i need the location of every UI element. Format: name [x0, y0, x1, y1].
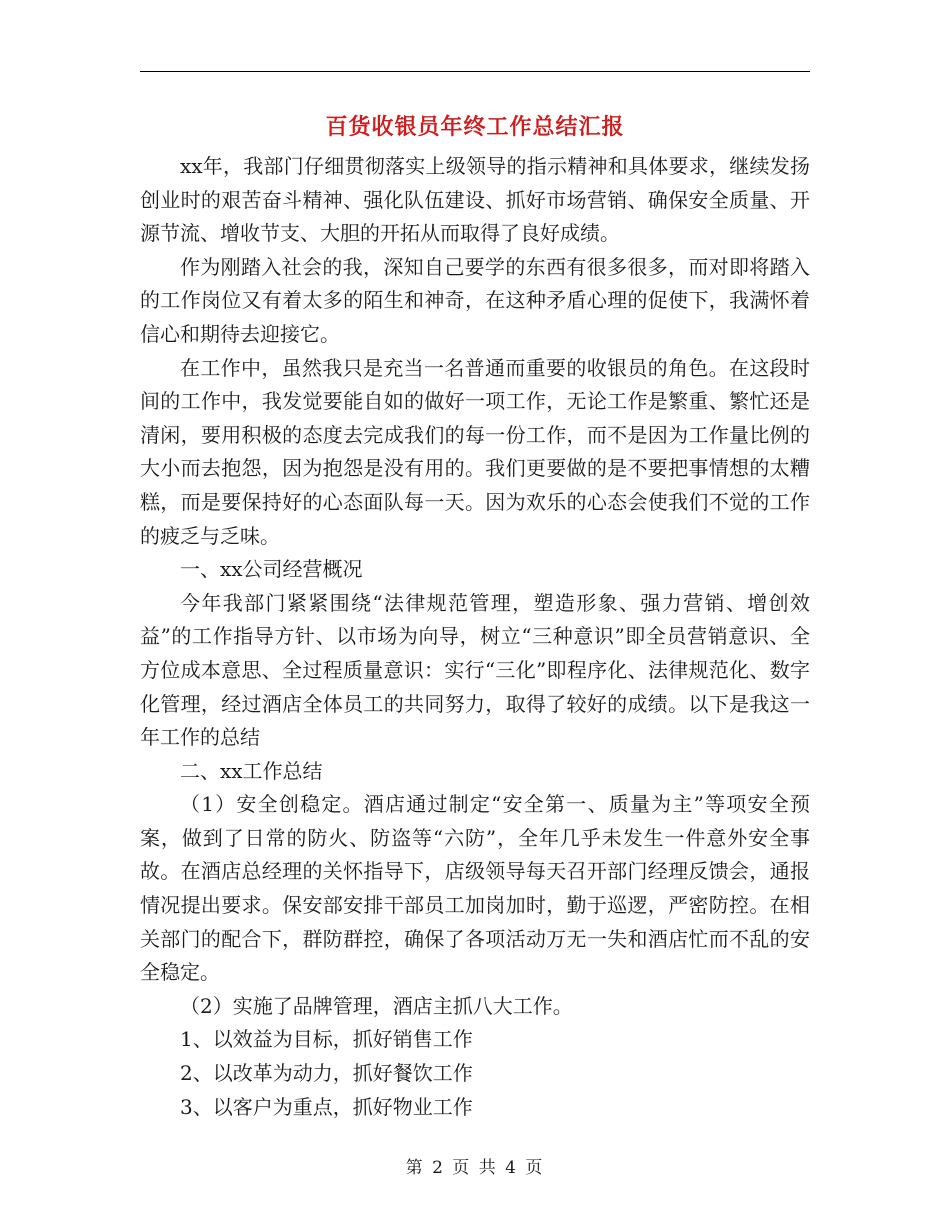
list-item-2: 2、以改革为动力，抓好餐饮工作	[180, 1061, 473, 1086]
list-item-1: 1、以效益为目标，抓好销售工作	[180, 1027, 473, 1052]
section-heading-1: 一、xx公司经营概况	[180, 557, 363, 582]
paragraph-brand-management: （2）实施了品牌管理，酒店主抓八大工作。	[180, 993, 573, 1018]
document-body	[140, 150, 810, 1124]
section-heading-2: 二、xx工作总结	[180, 758, 323, 783]
document-title: 百货收银员年终工作总结汇报	[325, 114, 625, 140]
page-footer: 第 2 页 共 4 页	[405, 1158, 545, 1178]
paragraph-safety: （1）安全创稳定。酒店通过制定“安全第一、质量为主”等项安全预案，做到了日常的防火、防盗等“六防”，全年几乎未发生一件意外安全事故。在酒店总经理的关怀指导下，店级领导每天召开部门经理反馈会，通报情况提出要求。保安部安排干部员工加岗加时，勤于巡逻，严密防控。在相关部门的配合下，群防群控，确保了各项活动万无一失和酒店忙而不乱的安全稳定。	[140, 792, 810, 985]
paragraph-intro: xx年，我部门仔细贯彻落实上级领导的指示精神和具体要求，继续发扬创业时的艰苦奋斗精神、强化队伍建设、抓好市场营销、确保安全质量、开源节流、增收节支、大胆的开拓从而取得了良好成绩。	[140, 154, 810, 246]
header-rule	[140, 71, 810, 72]
list-item-3: 3、以客户为重点，抓好物业工作	[180, 1094, 473, 1119]
paragraph-company-overview: 今年我部门紧紧围绕“法律规范管理，塑造形象、强力营销、增创效益”的工作指导方针、以市场为向导，树立“三种意识”即全员营销意识、全方位成本意思、全过程质量意识：实行“三化”即程序化、法律规范化、数字化管理，经过酒店全体员工的共同努力，取得了较好的成绩。以下是我这一年工作的总结	[140, 590, 810, 750]
paragraph-work-attitude: 在工作中，虽然我只是充当一名普通而重要的收银员的角色。在这段时间的工作中，我发觉要能自如的做好一项工作，无论工作是繁重、繁忙还是清闲，要用积极的态度去完成我们的每一份工作，而不是因为工作量比例的大小而去抱怨，因为抱怨是没有用的。我们更要做的是不要把事情想的太糟糕，而是要保持好的心态面队每一天。因为欢乐的心态会使我们不觉的工作的疲乏与乏味。	[140, 355, 810, 548]
paragraph-new-job: 作为刚踏入社会的我，深知自己要学的东西有很多很多，而对即将踏入的工作岗位又有着太多的陌生和神奇，在这种矛盾心理的促使下，我满怀着信心和期待去迎接它。	[140, 254, 810, 346]
